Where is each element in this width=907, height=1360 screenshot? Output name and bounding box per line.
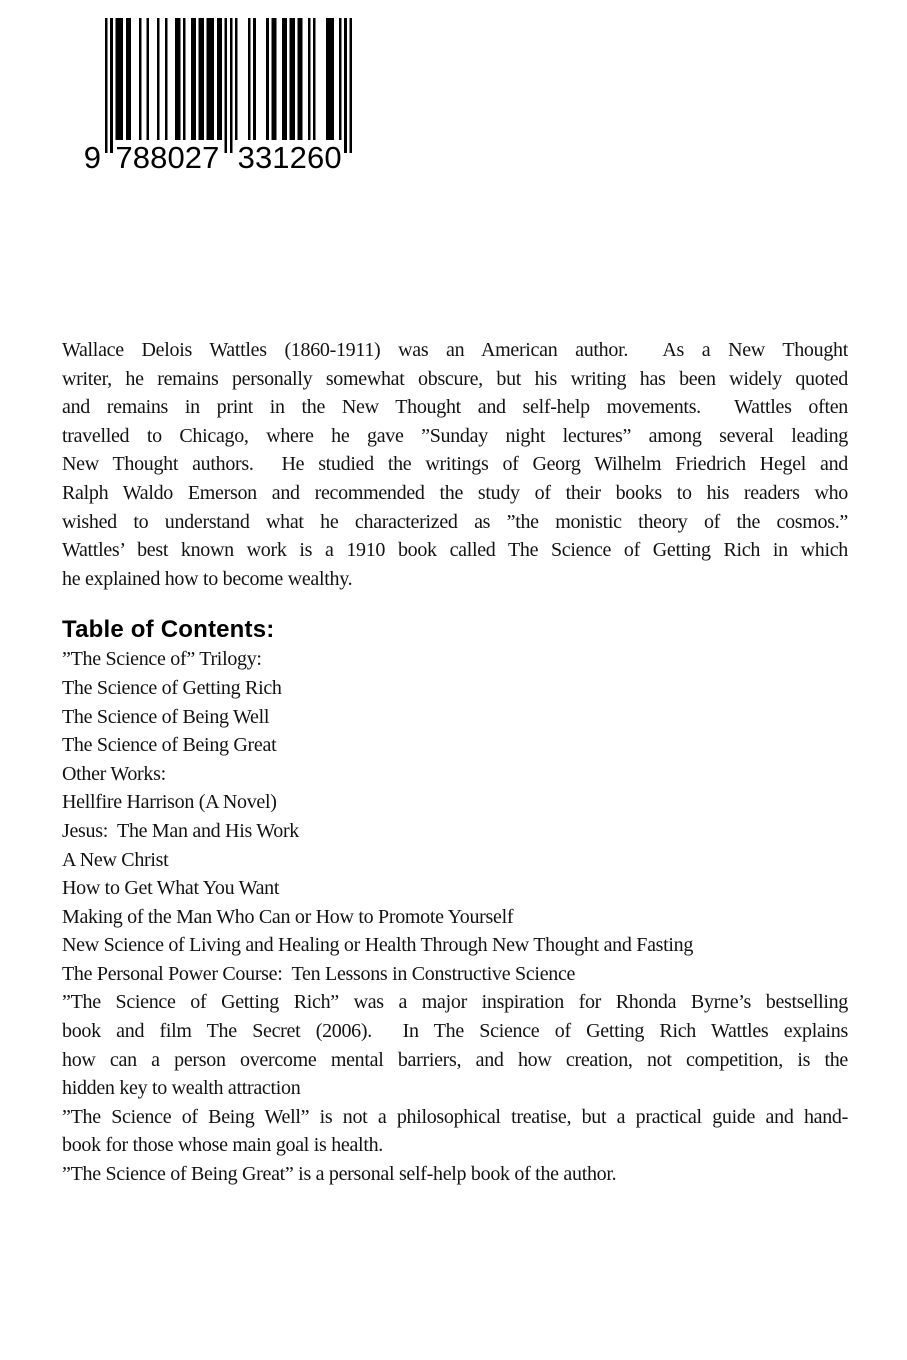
toc-item: A New Christ <box>62 848 169 871</box>
text-column <box>62 336 848 1189</box>
toc-item: Making of the Man Who Can or How to Promote Yourself <box>62 905 514 928</box>
toc-heading: Table of Contents: <box>62 616 275 644</box>
description-line: book for those whose main goal is health. <box>62 1134 383 1157</box>
svg-text:788027: 788027 <box>115 140 220 175</box>
toc-item: ”The Science of” Trilogy: <box>62 648 262 671</box>
bio-line: New Thought authors. He studied the writings of Georg Wilhelm Friedrich Hegel and <box>62 453 848 476</box>
description-line: ”The Science of Being Well” is not a philosophical treatise, but a practical guide and hand- <box>62 1105 848 1128</box>
toc-item: The Science of Getting Rich <box>62 676 282 699</box>
toc-item: Other Works: <box>62 762 166 785</box>
toc-item: Jesus: The Man and His Work <box>62 819 300 842</box>
toc-item: How to Get What You Want <box>62 877 280 900</box>
description-line: book and film The Secret (2006). In The Science of Getting Rich Wattles explains <box>62 1020 848 1043</box>
toc-item: The Science of Being Great <box>62 734 277 757</box>
book-descriptions <box>62 988 848 1188</box>
barcode-image <box>74 18 359 190</box>
bio-line: writer, he remains personally somewhat obscure, but his writing has been widely quoted <box>62 367 848 390</box>
bio-line: Wattles’ best known work is a 1910 book called The Science of Getting Rich in which <box>62 539 848 562</box>
bio-line: Ralph Waldo Emerson and recommended the study of their books to his readers who <box>62 481 848 504</box>
toc-item: The Science of Being Well <box>62 705 270 728</box>
bio-line: travelled to Chicago, where he gave ”Sunday night lectures” among several leading <box>62 424 848 447</box>
description-line: ”The Science of Being Great” is a personal self-help book of the author. <box>62 1163 617 1186</box>
svg-text:331260: 331260 <box>237 140 342 175</box>
toc-list <box>62 645 848 988</box>
bio-line: wished to understand what he characterized as ”the monistic theory of the cosmos.” <box>62 510 848 533</box>
description-paragraph <box>62 1103 848 1160</box>
toc-item: Hellfire Harrison (A Novel) <box>62 791 277 814</box>
svg-text:9: 9 <box>83 140 101 175</box>
description-line: hidden key to wealth attraction <box>62 1077 301 1100</box>
author-bio-paragraph <box>62 336 848 593</box>
description-paragraph <box>62 1160 848 1189</box>
description-paragraph <box>62 988 848 1102</box>
toc-item: The Personal Power Course: Ten Lessons in Constructive Science <box>62 962 576 985</box>
barcode <box>74 18 359 190</box>
bio-line: he explained how to become wealthy. <box>62 567 353 590</box>
toc-item: New Science of Living and Healing or Health Through New Thought and Fasting <box>62 934 694 957</box>
description-line: how can a person overcome mental barriers, and how creation, not competition, is the <box>62 1048 848 1071</box>
bio-line: and remains in print in the New Thought and self-help movements. Wattles often <box>62 396 848 419</box>
description-line: ”The Science of Getting Rich” was a major inspiration for Rhonda Byrne’s bestselling <box>62 991 848 1014</box>
bio-line: Wallace Delois Wattles (1860-1911) was an American author. As a New Thought <box>62 339 848 361</box>
